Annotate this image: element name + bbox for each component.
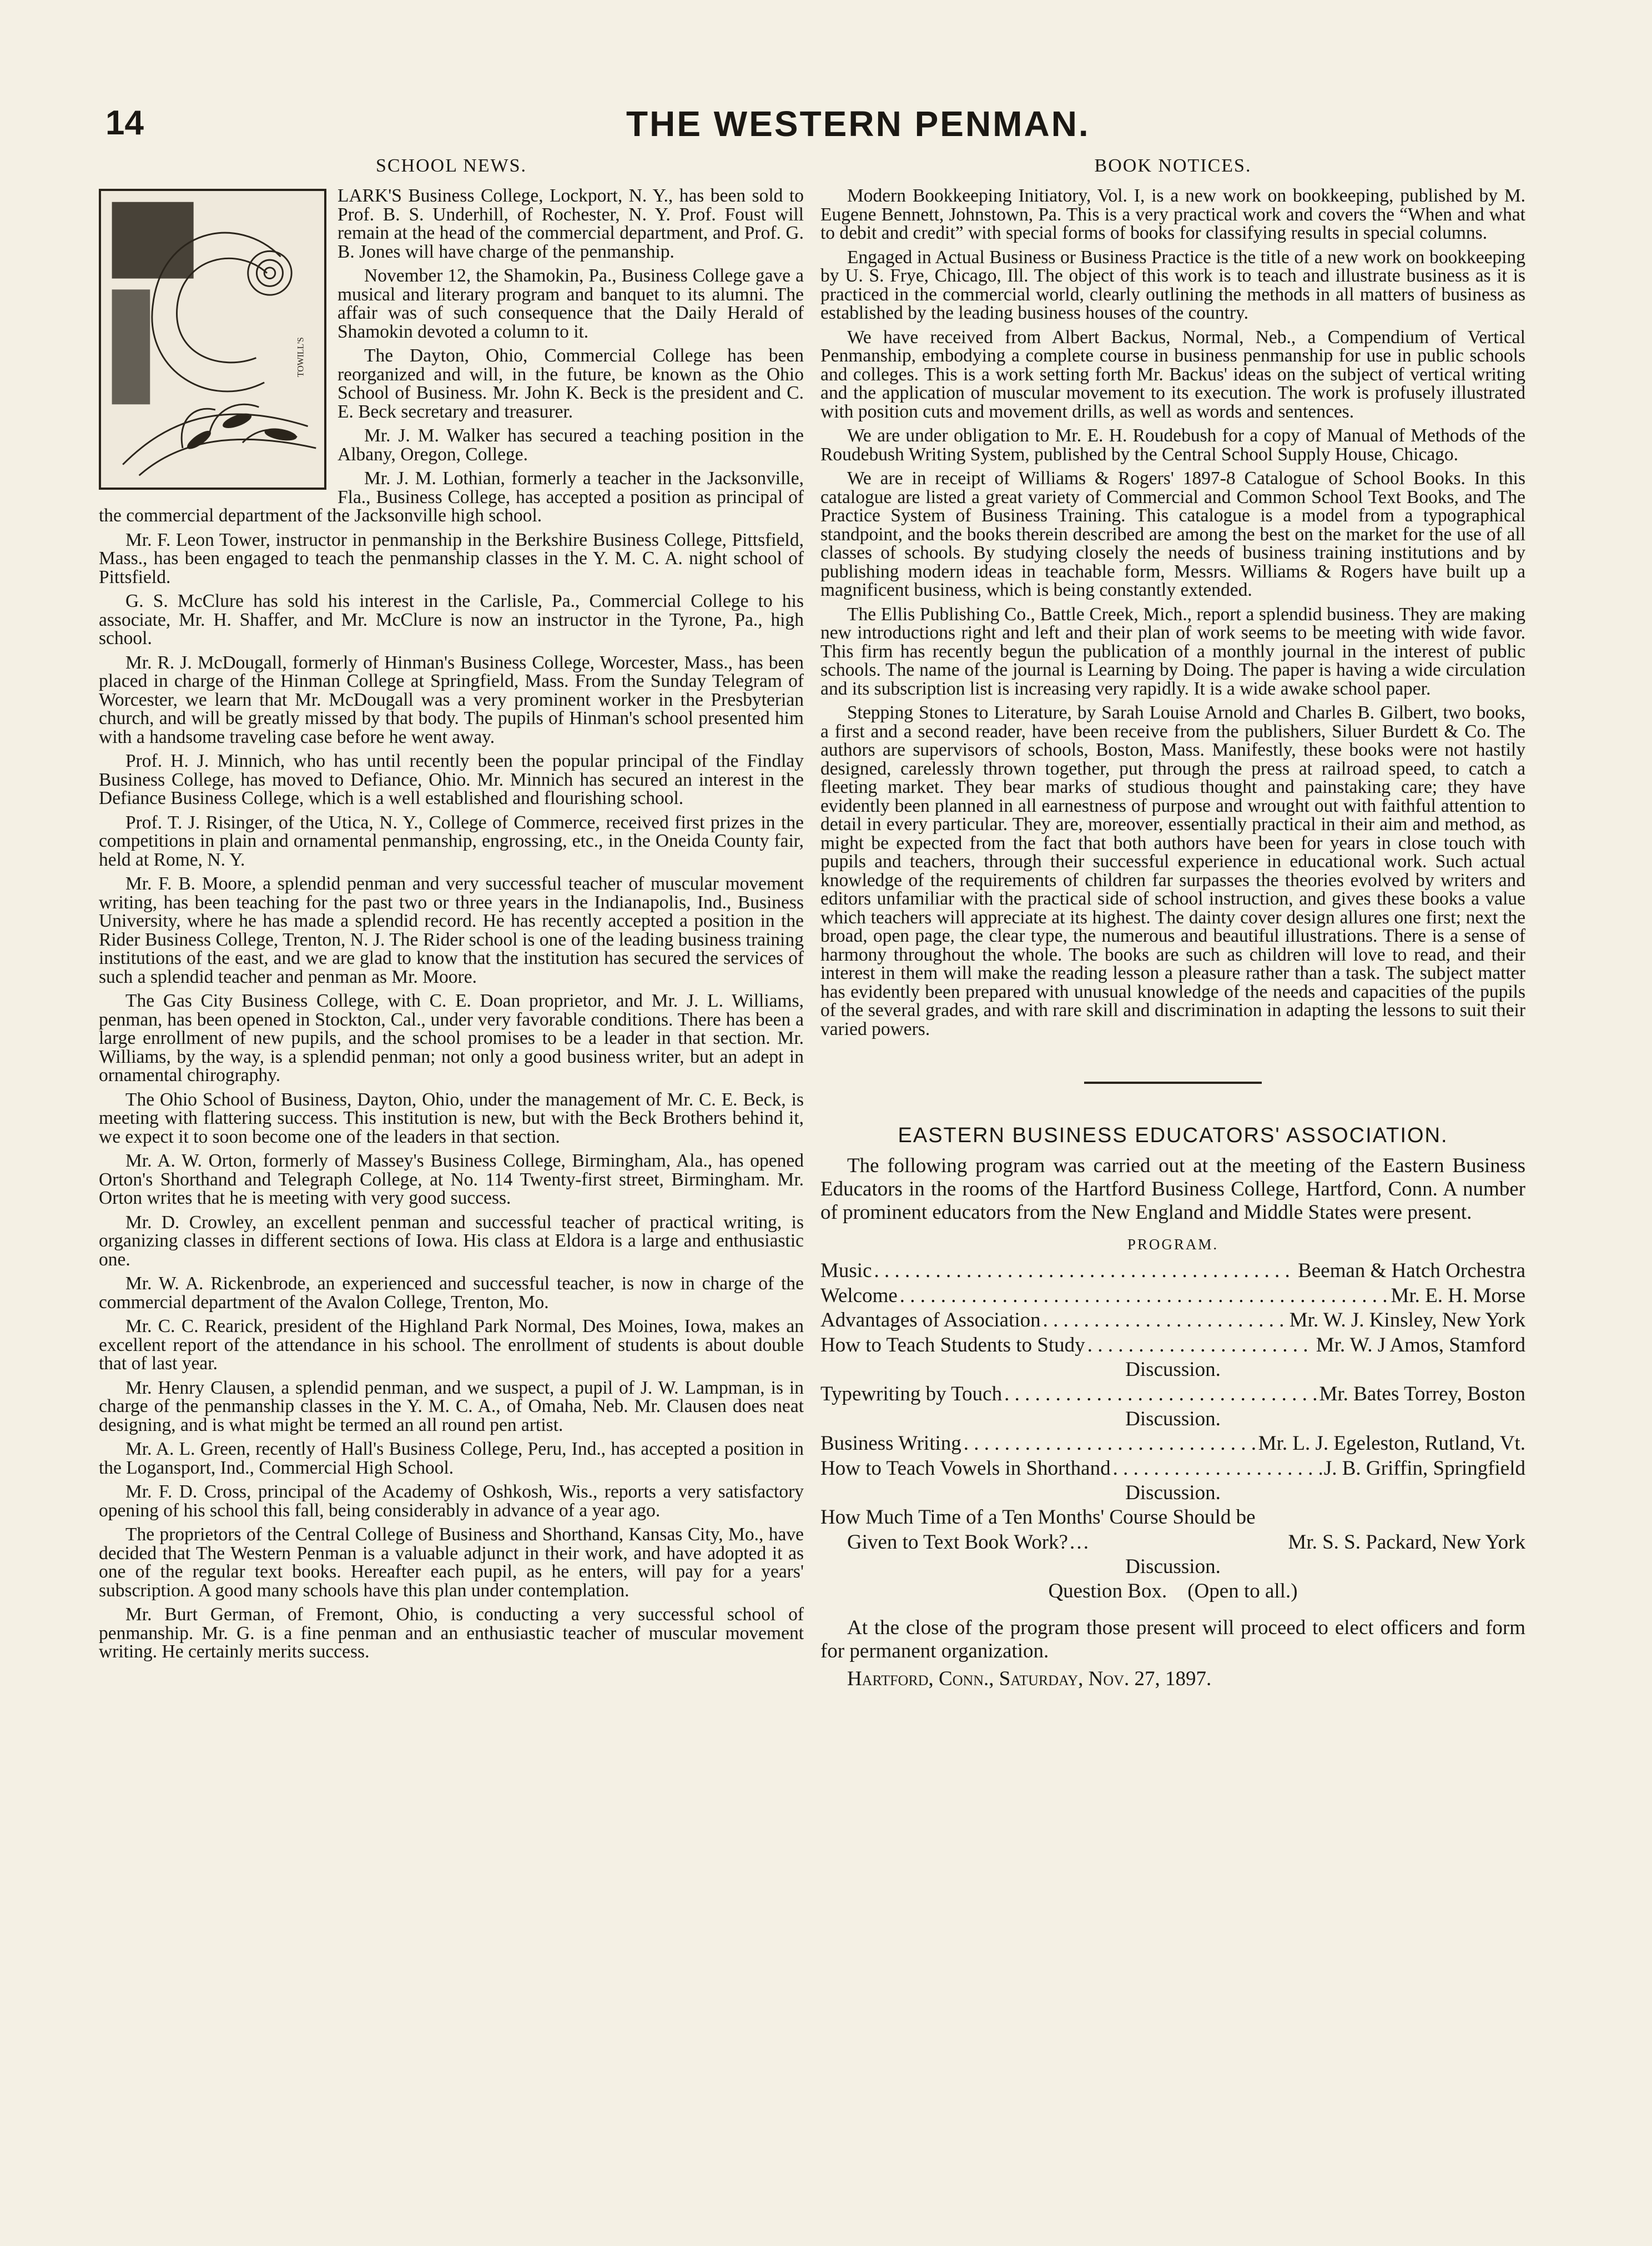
school-news-heading: SCHOOL NEWS. — [375, 155, 527, 176]
program-speaker: Mr. W. J Amos, Stamford — [1316, 1333, 1525, 1356]
program-topic: How to Teach Vowels in Shorthand — [820, 1456, 1111, 1480]
book-notice: We have received from Albert Backus, Normal, Neb., a Compendium of Vertical Penmanship, embodying a complete course in business penmanship for use in public schools and colleges. This is a work setting forth Mr. Backus' ideas on the subject of vertical writing and the application of muscular movement to its execution. The work is profusely illustrated with position cuts and movement drills, as well as words and sentences. — [820, 326, 1525, 422]
leader-dots — [900, 1284, 1389, 1308]
dateline: Hartford, Conn., Saturday, Nov. 27, 1897. — [847, 1667, 1212, 1691]
program-entry — [820, 1333, 1525, 1358]
news-item: Mr. A. W. Orton, formerly of Massey's Business College, Birmingham, Ala., has opened Orton's Shorthand and Telegraph College, at No. 114 Twenty-first street, Birmingham. Mr. Orton writes that he is meeting with very good success. — [99, 1150, 804, 1208]
news-item: Mr. D. Crowley, an excellent penman and successful teacher of practical writing, is organizing classes in different sections of Iowa. His class at Eldora is a large and enthusiastic one. — [99, 1212, 804, 1270]
program-speaker: Mr. W. J. Kinsley, New York — [1289, 1309, 1525, 1332]
book-notice: Engaged in Actual Business or Business Practice is the title of a new work on bookkeeping by U. S. Frye, Chicago, Ill. The object of this work is to teach and illustrate business as it is practiced in the commercial world, clearly outlining the methods in all matters of business as established by the leading business houses of the country. — [820, 247, 1525, 323]
news-item: Mr. F. Leon Tower, instructor in penmanship in the Berkshire Business College, Pittsfield, Mass., has been engaged to teach the penmanship classes in the Y. M. C. A. night school of Pittsfield. — [99, 529, 804, 587]
discussion-note: Discussion. — [1125, 1407, 1221, 1430]
program-topic-continued: Given to Text Book Work? — [847, 1530, 1068, 1554]
news-item: Mr. J. M. Walker has secured a teaching position in the Albany, Oregon, College. — [338, 425, 804, 465]
program-topic: How to Teach Students to Study — [820, 1333, 1085, 1356]
program-speaker: Beeman & Hatch Orchestra — [1298, 1259, 1525, 1283]
book-notice: We are in receipt of Williams & Rogers' 1897-8 Catalogue of School Books. In this catalogue are listed a great variety of Commercial and Common School Text Books, and The Practice System of Business Training. This catalogue is a model from a typographical standpoint, and the books therein described are among the best on the market for the use of all classes of schools. By studying closely the needs of business training institutions and by publishing modern ideas in teachable form, Messrs. Williams & Rogers have built up a magnificent business, which is being constantly extended. — [820, 468, 1525, 600]
program-topic: Music — [820, 1259, 872, 1283]
leader-dots — [874, 1259, 1296, 1283]
news-item: Mr. J. M. Lothian, formerly a teacher in the Jacksonville, Fla., Business College, has accepted a position as principal of the commercial department of the Jacksonville high school. — [99, 468, 804, 526]
news-item: Mr. A. L. Green, recently of Hall's Business College, Peru, Ind., has accepted a position in the Logansport, Ind., Commercial High School. — [99, 1439, 804, 1478]
discussion-note: Discussion. — [1125, 1481, 1221, 1504]
program-topic: Advantages of Association — [820, 1309, 1041, 1332]
program-speaker: Mr. E. H. Morse — [1391, 1284, 1525, 1307]
book-notice: The Ellis Publishing Co., Battle Creek, Mich., report a splendid business. They are making new introductions right and left and their plan of work seems to be meeting with wide favor. This firm has recently begun the publication of a monthly journal in the interest of public schools. The name of the journal is Learning by Doing. The paper is having a wide circulation and its subscription list is increasing very rapidly. It is a wide awake school paper. — [820, 604, 1525, 699]
program-entry — [820, 1284, 1525, 1308]
program-entry — [820, 1431, 1525, 1456]
school-news-column — [99, 155, 804, 1667]
news-item: The proprietors of the Central College of Business and Shorthand, Kansas City, Mo., have decided that The Western Penman is a valuable adjunct in their work, and have adopted it as one of the regular text books. Hereafter each pupil, as he enters, will pay for a years' subscription. A good many schools have this plan under contemplation. — [99, 1524, 804, 1601]
section-divider — [1084, 1082, 1262, 1084]
masthead-title: THE WESTERN PENMAN. — [626, 104, 1090, 144]
news-item: Prof. H. J. Minnich, who has until recently been the popular principal of the Findlay Business College, has moved to Defiance, Ohio. Mr. Minnich has secured an interest in the Defiance Business College, which is a well established and flourishing school. — [99, 751, 804, 808]
decorative-initial-c-image — [99, 189, 326, 490]
leader-dots — [1004, 1382, 1317, 1406]
program-list — [820, 1259, 1525, 1604]
news-item: The Dayton, Ohio, Commercial College has been reorganized and will, in the future, be known as the Ohio School of Business. Mr. John K. Beck is the president and C. E. Beck secretary and treasurer. — [338, 345, 804, 422]
news-item: Mr. Burt German, of Fremont, Ohio, is conducting a very successful school of penmanship. Mr. G. is a fine penman and an enthusiastic teacher of muscular movement writing. He certainly merits success. — [99, 1604, 804, 1662]
news-item: Mr. W. A. Rickenbrode, an experienced and successful teacher, is now in charge of the commercial department of the Avalon College, Trenton, Mo. — [99, 1273, 804, 1313]
program-topic: How Much Time of a Ten Months' Course Should be — [820, 1506, 1256, 1529]
program-entry — [820, 1259, 1525, 1283]
program-entry — [820, 1308, 1525, 1333]
leader-dots — [1087, 1333, 1314, 1358]
program-topic: Business Writing — [820, 1432, 961, 1455]
news-item: Mr. F. D. Cross, principal of the Academy of Oshkosh, Wis., reports a very satisfactory opening of his school this fall, being considerably in advance of a year ago. — [99, 1481, 804, 1521]
association-intro: The following program was carried out at the meeting of the Eastern Business Educators in the rooms of the Hartford Business College, Hartford, Conn. A number of prominent educators from the New England and Middle States were present. — [820, 1154, 1525, 1224]
program-topic: Typewriting by Touch — [820, 1383, 1003, 1406]
association-heading: EASTERN BUSINESS EDUCATORS' ASSOCIATION. — [898, 1124, 1448, 1147]
news-item: Mr. C. C. Rearick, president of the Highland Park Normal, Des Moines, Iowa, makes an excellent report of the attendance in his school. The enrollment of students is about double that of last year. — [99, 1316, 804, 1374]
program-speaker: Mr. S. S. Packard, New York — [1288, 1530, 1525, 1554]
leader-dots — [1043, 1308, 1287, 1333]
leader-dots: . . . — [1067, 1530, 1091, 1554]
book-notices-heading: BOOK NOTICES. — [1094, 155, 1252, 176]
news-item: Mr. F. B. Moore, a splendid penman and very successful teacher of muscular movement writing, has been teaching for the past two or three years in the Indianapolis, Ind., Business University, where he has made a splendid record. He has recently accepted a position in the Rider Business College, Trenton, N. J. The Rider school is one of the leading business training institutions of the east, and we are glad to know that the institution has secured the services of such a splendid teacher and penman as Mr. Moore. — [99, 873, 804, 987]
question-box: Question Box. (Open to all.) — [1048, 1580, 1298, 1603]
program-entry — [820, 1530, 1525, 1555]
program-entry — [820, 1456, 1525, 1481]
svg-text:TOWILL'S: TOWILL'S — [296, 337, 306, 377]
news-item: LARK'S Business College, Lockport, N. Y., has been sold to Prof. B. S. Underhill, of Rochester, N. Y. Prof. Foust will remain at the head of the commercial department, and Prof. G. B. Jones will have charge of the penmanship. — [338, 185, 804, 262]
page-number: 14 — [105, 104, 144, 142]
program-speaker: Mr. L. J. Egeleston, Rutland, Vt. — [1258, 1432, 1525, 1455]
news-item: G. S. McClure has sold his interest in the Carlisle, Pa., Commercial College to his associate, Mr. H. Shaffer, and Mr. McClure is now an instructor in the Tyrone, Pa., high school. — [99, 591, 804, 649]
book-notice: Modern Bookkeeping Initiatory, Vol. I, is a new work on bookkeeping, published by M. Eugene Bennett, Johnstown, Pa. This is a very practical work and covers the “When and what to debit and credit” with special forms of books for classifying results in special columns. — [820, 185, 1525, 243]
book-notice: Stepping Stones to Literature, by Sarah Louise Arnold and Charles B. Gilbert, two books, a first and a second reader, have been receive from the publishers, Siluer Burdett & Co. The authors are supervisors of schools, Boston, Mass. Manifestly, these books were not hastily designed, carelessly thrown together, put through the press at railroad speed, to catch a fleeting market. They bear marks of studious thought and painstaking care; they have evidently been planned in all earnestness of purpose and wrought out with faithful attention to detail in every particular. They are, moreover, essentially practical in their aim and method, as might be expected from the fact that both authors have been for years in close touch with pupils and teachers, through their successful experience in educational work. Such actual knowledge of the requirements of children far surpasses the theories evolved by writers and editors unfamiliar with the practical side of school instruction, and gives these books a value which teachers will appreciate at its highest. The dainty cover design allures one first; next the broad, open page, the clear type, the numerous and beautiful illustrations. There is a sense of harmony throughout the whole. The books are such as children will love to read, and their interest in them will make the reading lesson a pleasure rather than a task. The subject matter has evidently been prepared with unusual knowledge of the needs and capacities of the pupils of the several grades, and with rare skill and discrimination in adapting the lessons to suit their varied powers. — [820, 702, 1525, 1039]
program-topic: Welcome — [820, 1284, 898, 1307]
news-item: Mr. Henry Clausen, a splendid penman, and we suspect, a pupil of J. W. Lampman, is in charge of the penmanship classes in the Y. M. C. A., of Omaha, Neb. Mr. Clausen does neat designing, and is what might be termed an all round pen artist. — [99, 1377, 804, 1435]
news-item: Mr. R. J. McDougall, formerly of Hinman's Business College, Worcester, Mass., has been placed in charge of the Hinman College at Springfield, Mass. From the Sunday Telegram of Worcester, we learn that Mr. McDougall was a very prominent worker in the Presbyterian church, and will be greatly missed by that body. The pupils of Hinman's school presented him with a handsome traveling case before he went away. — [99, 652, 804, 747]
program-heading: PROGRAM. — [1127, 1236, 1219, 1253]
news-item: Prof. T. J. Risinger, of the Utica, N. Y., College of Commerce, received first prizes in the competitions in plain and ornamental penmanship, engrossing, etc., in the Oneida County fair, held at Rome, N. Y. — [99, 812, 804, 870]
program-entry — [820, 1382, 1525, 1406]
news-item: The Ohio School of Business, Dayton, Ohio, under the management of Mr. C. E. Beck, is meeting with flattering success. This institution is new, but with the Beck Brothers behind it, we expect it to soon become one of the leaders in that section. — [99, 1089, 804, 1147]
program-speaker: J. B. Griffin, Springfield — [1323, 1456, 1525, 1480]
book-notice: We are under obligation to Mr. E. H. Roudebush for a copy of Manual of Methods of the Roudebush Writing System, published by the Central School Supply House, Chicago. — [820, 425, 1525, 465]
leader-dots — [1113, 1456, 1322, 1481]
discussion-note: Discussion. — [1125, 1358, 1221, 1381]
closing-note: At the close of the program those present will proceed to elect officers and form for permanent organization. — [820, 1616, 1525, 1662]
leader-dots — [964, 1431, 1256, 1456]
news-item: The Gas City Business College, with C. E. Doan proprietor, and Mr. J. L. Williams, penman, has been opened in Stockton, Cal., under very favorable conditions. There has been a large enrollment of new pupils, and the school promises to be a leader in that section. Mr. Williams, by the way, is a splendid penman; not only a good business writer, but an adept in ornamental chirography. — [99, 991, 804, 1086]
news-item: November 12, the Shamokin, Pa., Business College gave a musical and literary program and banquet to its alumni. The affair was of such consequence that the Daily Herald of Shamokin devoted a column to it. — [338, 265, 804, 342]
discussion-note: Discussion. — [1125, 1555, 1221, 1579]
right-column — [820, 155, 1525, 1691]
program-speaker: Mr. Bates Torrey, Boston — [1319, 1383, 1525, 1406]
